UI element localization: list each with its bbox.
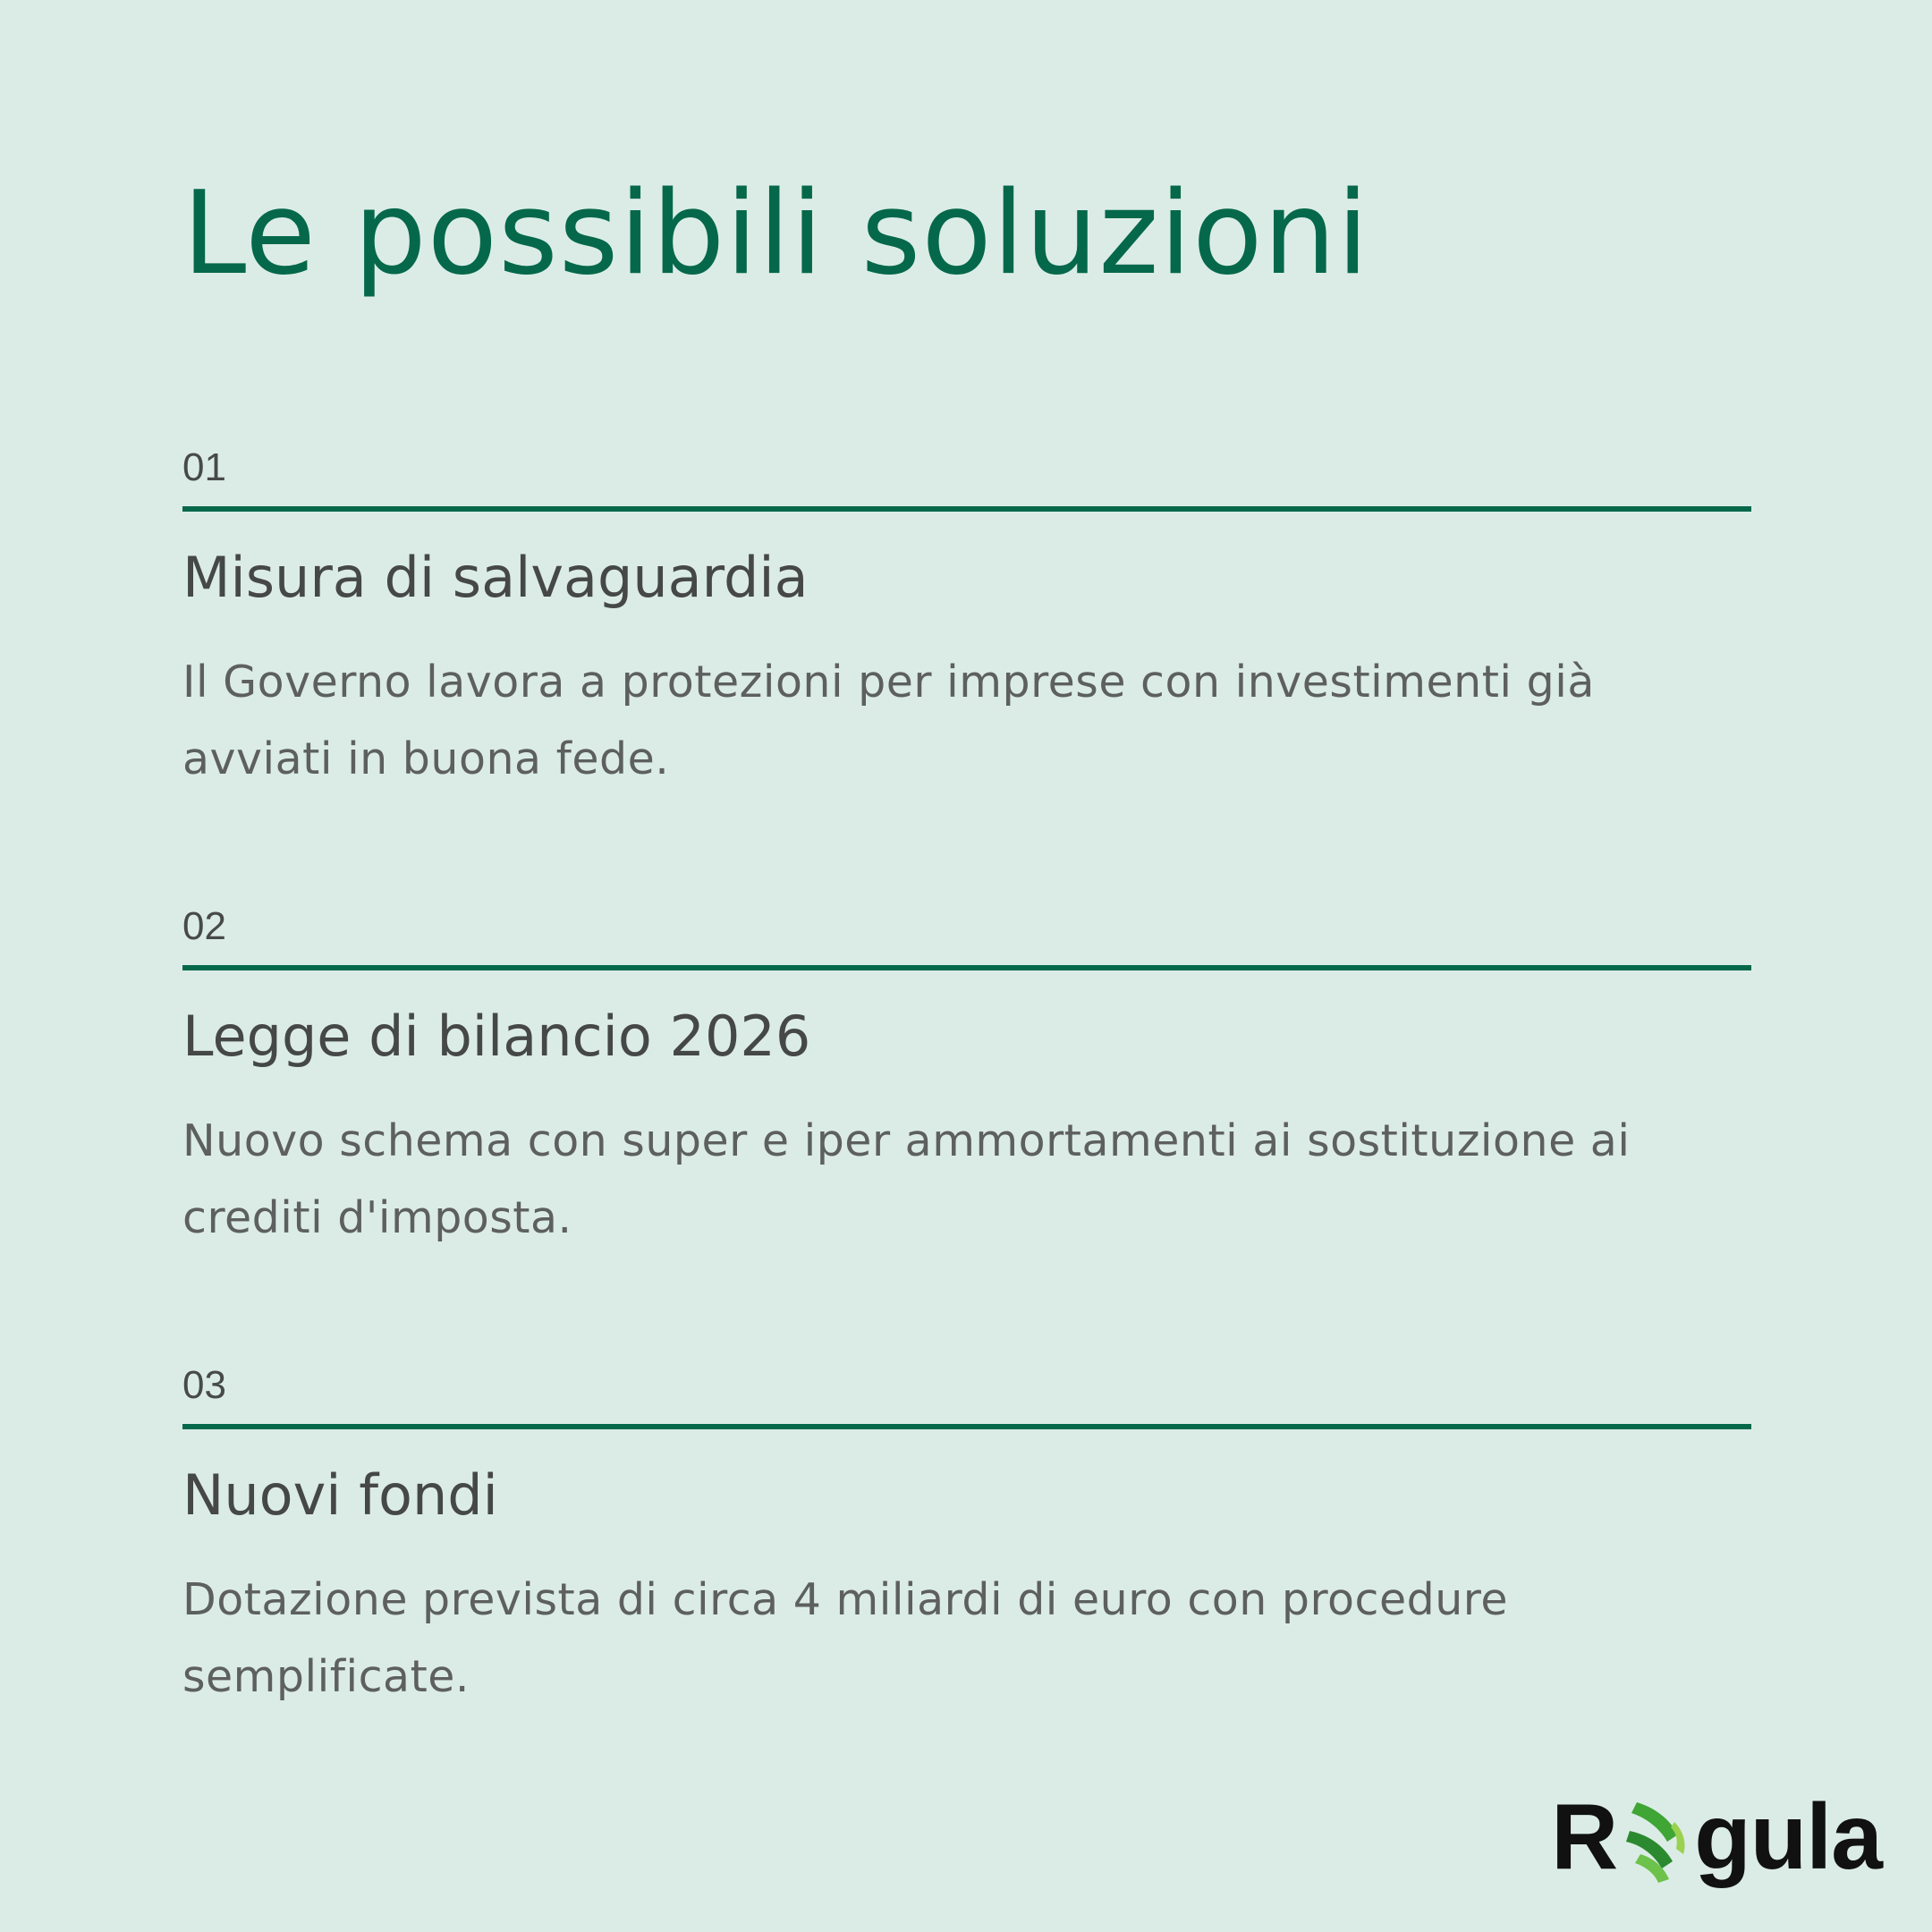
item-description: Dotazione prevista di circa 4 miliardi di euro con procedure semplificate. <box>182 1574 1508 1702</box>
item-description: Nuovo schema con super e iper ammortamenti ai sostituzione ai crediti d'imposta. <box>182 1115 1631 1243</box>
item-heading: Misura di salvaguardia <box>182 545 809 610</box>
logo-letter-r: R <box>1551 1785 1618 1889</box>
divider <box>182 506 1751 512</box>
divider <box>182 965 1751 970</box>
green-leaf-e-icon <box>1621 1795 1692 1885</box>
logo-text-gula: gula <box>1694 1785 1882 1889</box>
solution-item <box>182 442 1751 798</box>
item-heading: Nuovi fondi <box>182 1462 498 1528</box>
item-heading: Legge di bilancio 2026 <box>182 1004 811 1069</box>
item-number: 02 <box>182 904 226 948</box>
item-number: 01 <box>182 445 226 489</box>
page-title: Le possibili soluzioni <box>182 167 1370 301</box>
solution-item <box>182 1360 1751 1716</box>
divider <box>182 1424 1751 1429</box>
solution-item <box>182 901 1751 1257</box>
item-number: 03 <box>182 1363 226 1407</box>
brand-logo <box>1551 1784 1882 1891</box>
item-description: Il Governo lavora a protezioni per imprese con investimenti già avviati in buona fede. <box>182 657 1595 784</box>
